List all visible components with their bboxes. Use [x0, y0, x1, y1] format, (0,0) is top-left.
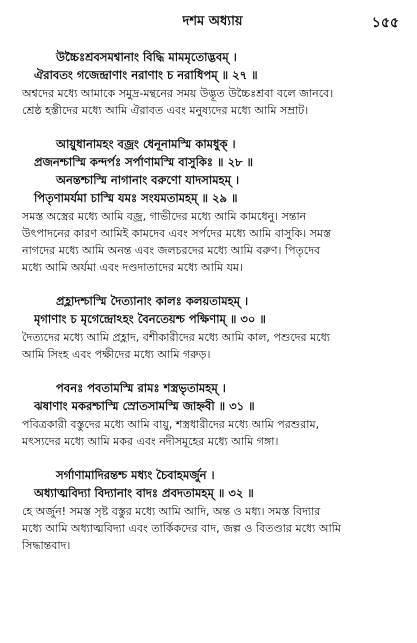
translation-paragraph: [22, 208, 403, 276]
sanskrit-verse-line: সর্গাণামাদিরন্তশ্চ মধ্যং চৈবাহমর্জুন ।: [56, 468, 215, 482]
sanskrit-verse-line: পবনঃ পবতামস্মি রামঃ শস্ত্রভৃতামহম্ ।: [56, 381, 226, 395]
translation-line: পবিত্রকারী বস্তুদের মধ্যে আমি বায়ু, শস্ত্রধারীদের মধ্যে আমি পরশুরাম,: [22, 418, 320, 431]
page-header: [22, 6, 403, 31]
chapter-title: দশম অধ্যায়: [182, 14, 243, 29]
page-number: ১৫৫: [371, 15, 399, 31]
sanskrit-verse-line: উচ্চৈঃশ্রবসমশ্বানাং বিদ্ধি মামমৃতোদ্ভবম্ ।: [56, 50, 237, 64]
translation-line: অশ্বদের মধ্যে আমাকে সমুদ্র-মন্থনের সময় উদ্ভূত উচ্চৈঃশ্রবা বলে জানবে।: [22, 87, 334, 100]
translation-line: সমস্ত অস্ত্রের মধ্যে আমি বজ্র, গাভীদের মধ্যে আমি কামধেনু। সন্তান: [22, 210, 307, 223]
verse-section-30: [22, 292, 403, 363]
translation-paragraph: [22, 85, 403, 119]
translation-paragraph: [22, 329, 403, 363]
translation-line: মধ্যে আমি অধ্যাত্মবিদ্যা এবং তার্কিকদের বাদ, জল্প ও বিতণ্ডার মধ্যে আমি: [22, 522, 341, 535]
translation-line: দৈত্যদের মধ্যে আমি প্রহ্লাদ, বশীকারীদের মধ্যে আমি কাল, পশুদের মধ্যে: [22, 331, 330, 344]
sanskrit-verse-line: অনন্তশ্চাস্মি নাগানাং বরুণো যাদসামহম্ ।: [56, 173, 240, 187]
sanskrit-verse-line: মৃগাণাং চ মৃগেন্দ্রোঽহং বৈনতেয়শ্চ পক্ষিণাম্ ॥ ৩০ ॥: [34, 312, 266, 326]
verse-section-31: [22, 379, 403, 450]
sanskrit-verse-line: অধ্যাত্মবিদ্যা বিদ্যানাং বাদঃ প্রবদতামহম্ ॥ ৩২ ॥: [34, 486, 254, 500]
sanskrit-verse-line: পিতৃণামর্যমা চাস্মি যমঃ সংযমতামহম্ ॥ ২৯ ॥: [34, 191, 238, 205]
sanskrit-verse-line: আয়ুধানামহং বজ্রং ধেনূনামস্মি কামধুক্ ।: [56, 137, 236, 151]
sanskrit-verse-line: প্রহ্লাদশ্চাস্মি দৈত্যানাং কালঃ কলয়তামহম্ ।: [56, 294, 249, 308]
translation-paragraph: [22, 503, 403, 554]
sanskrit-verse-line: ঐরাবতং গজেন্দ্রাণাং নরাণাং চ নরাধিপম্ ॥ ২৭ ॥: [34, 68, 258, 82]
verse-section-28-29: [22, 135, 403, 276]
translation-line: উৎপাদনের কারণ আমিই কামদেব এবং সর্পদের মধ্যে আমি বাসুকি। সমস্ত: [22, 227, 331, 240]
sanskrit-verse-line: ঝষাণাং মকরশ্চাস্মি স্রোতসামস্মি জাহ্নবী ॥ ৩১ ॥: [34, 399, 255, 413]
translation-line: মধ্যে আমি অর্যমা এবং দণ্ডদাতাদের মধ্যে আমি যম।: [22, 261, 243, 274]
translation-line: আমি সিংহ এবং পক্ষীদের মধ্যে আমি গরুড়।: [22, 348, 211, 361]
translation-line: শ্রেষ্ঠ হস্তীদের মধ্যে আমি ঐরাবত এবং মনুষ্যদের মধ্যে আমি সম্রাট।: [22, 104, 309, 117]
sanskrit-verse-line: প্রজনশ্চাস্মি কন্দর্পঃ সর্পাণামস্মি বাসুকিঃ ॥ ২৮ ॥: [34, 155, 254, 169]
translation-line: সিদ্ধান্তবাদ।: [22, 539, 71, 552]
translation-line: হে অর্জুন! সমস্ত সৃষ্ট বস্তুর মধ্যে আমি আদি, অন্ত ও মধ্য। সমস্ত বিদ্যার: [22, 505, 321, 518]
translation-paragraph: [22, 416, 403, 450]
translation-line: মৎস্যদের মধ্যে আমি মকর এবং নদীসমূহের মধ্যে আমি গঙ্গা।: [22, 435, 279, 448]
translation-line: নাগদের মধ্যে আমি অনন্ত এবং জলচরদের মধ্যে আমি বরুণ। পিতৃদেব: [22, 244, 321, 257]
verse-section-27: [22, 48, 403, 119]
verse-section-32: [22, 466, 403, 554]
